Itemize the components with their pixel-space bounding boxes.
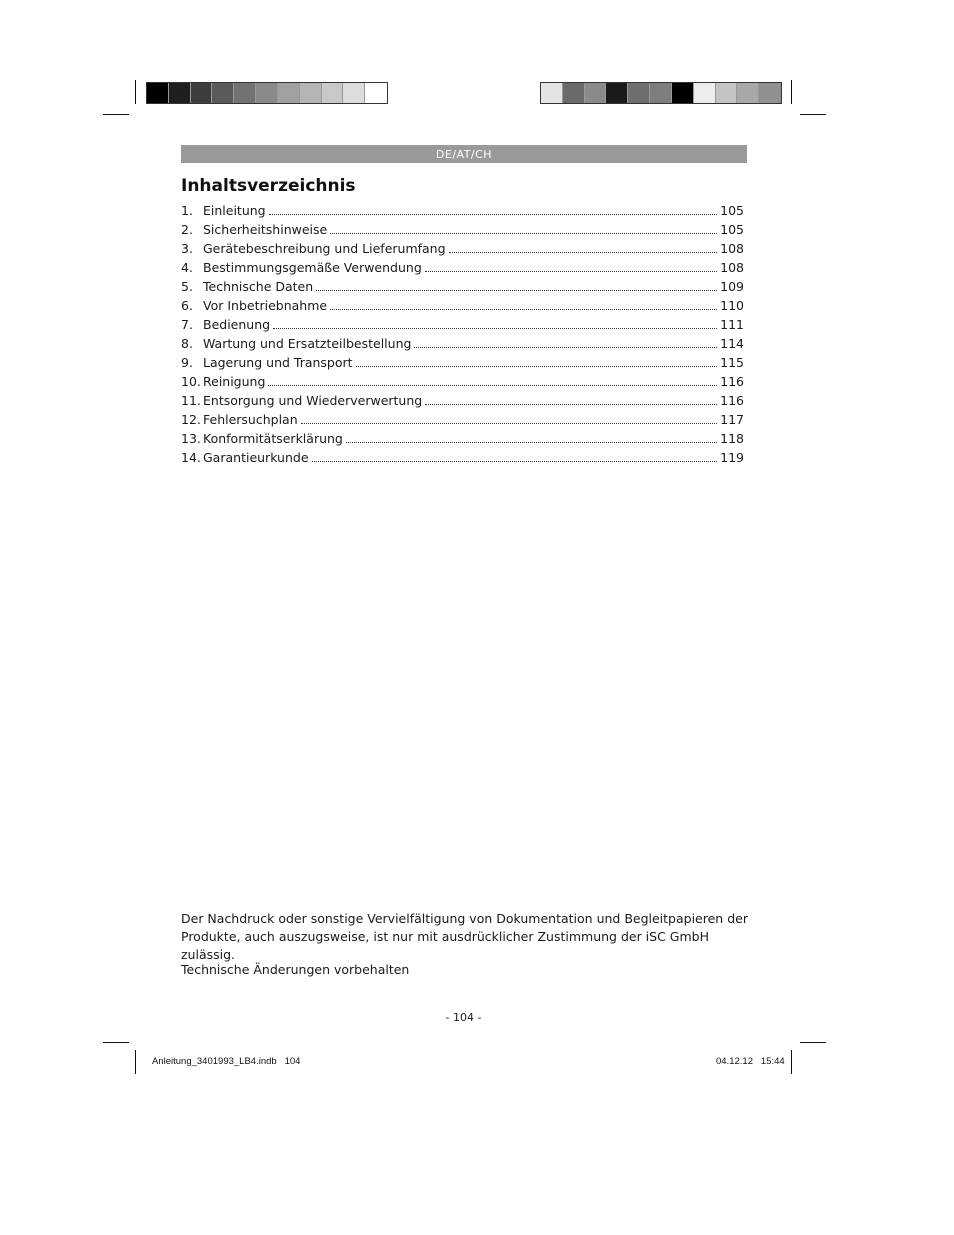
toc-entry-label: Reinigung [203,374,266,389]
toc-entry-number: 13. [181,431,201,446]
toc-entry-page: 111 [720,317,744,332]
toc-leader-dots [346,441,717,443]
toc-entry [181,241,744,260]
toc-leader-dots [449,251,718,253]
toc-entry-label: Lagerung und Transport [203,355,353,370]
toc-leader-dots [330,232,717,234]
color-calibration-bar-right [540,82,782,104]
toc-leader-dots [356,365,718,367]
toc-entry-page: 108 [720,260,744,275]
toc-entry-number: 4. [181,260,193,275]
toc-entry [181,222,744,241]
crop-mark [791,1050,792,1074]
toc-entry-number: 9. [181,355,193,370]
toc-entry-page: 118 [720,431,744,446]
toc-entry-page: 114 [720,336,744,351]
toc-entry-number: 14. [181,450,201,465]
toc-entry-label: Wartung und Ersatzteilbestellung [203,336,412,351]
toc-entry [181,355,744,374]
toc-leader-dots [273,327,717,329]
toc-entry-label: Garantieurkunde [203,450,309,465]
color-swatch [147,83,169,103]
color-swatch [737,83,759,103]
color-swatch [322,83,344,103]
color-swatch [628,83,650,103]
toc-entry-label: Einleitung [203,203,266,218]
toc-entry-label: Bedienung [203,317,271,332]
crop-mark [103,114,129,115]
color-swatch [343,83,365,103]
color-swatch [278,83,300,103]
technical-changes-notice: Technische Änderungen vorbehalten [181,962,410,977]
toc-leader-dots [316,289,717,291]
color-swatch [234,83,256,103]
toc-entry-page: 116 [720,374,744,389]
toc-entry-label: Bestimmungsgemäße Verwendung [203,260,422,275]
toc-entry-label: Gerätebeschreibung und Lieferumfang [203,241,446,256]
crop-mark [800,114,826,115]
color-swatch [759,83,781,103]
toc-leader-dots [269,213,718,215]
toc-entry-number: 3. [181,241,193,256]
toc-entry-page: 109 [720,279,744,294]
color-swatch [716,83,738,103]
toc-leader-dots [312,460,718,462]
toc-entry [181,279,744,298]
toc-entry-number: 2. [181,222,193,237]
toc-entry-page: 105 [720,203,744,218]
color-swatch [585,83,607,103]
toc-entry [181,450,744,469]
color-swatch [606,83,628,103]
color-swatch [256,83,278,103]
toc-entry-page: 116 [720,393,744,408]
toc-entry [181,374,744,393]
toc-entry-number: 10. [181,374,201,389]
slug-file-info: Anleitung_3401993_LB4.indb 104 [152,1056,301,1067]
toc-entry-page: 108 [720,241,744,256]
toc-entry [181,260,744,279]
toc-entry-number: 8. [181,336,193,351]
color-swatch [169,83,191,103]
reprint-notice: Der Nachdruck oder sonstige Vervielfältigung von Dokumentation und Begleitpapieren der Produkte, auch auszugsweise, ist nur mit ausdrücklicher Zustimmung der iSC GmbH zulässig. [181,911,748,962]
toc-entry-number: 6. [181,298,193,313]
slug-date-info: 04.12.12 15:44 [716,1056,785,1067]
color-swatch [694,83,716,103]
page-title: Inhaltsverzeichnis [181,176,356,196]
toc-entry-number: 7. [181,317,193,332]
toc-entry-number: 11. [181,393,201,408]
toc-entry-page: 117 [720,412,744,427]
color-swatch [191,83,213,103]
toc-entry-page: 115 [720,355,744,370]
color-swatch [300,83,322,103]
toc-entry-number: 5. [181,279,193,294]
toc-entry-label: Technische Daten [203,279,314,294]
toc-leader-dots [330,308,717,310]
color-swatch [365,83,387,103]
color-calibration-bar-left [146,82,388,104]
color-swatch [650,83,672,103]
color-swatch [672,83,694,103]
toc-leader-dots [425,403,717,405]
toc-entry [181,393,744,412]
toc-entry [181,412,744,431]
toc-entry [181,317,744,336]
toc-entry-number: 1. [181,203,193,218]
toc-entry-label: Fehlersuchplan [203,412,298,427]
toc-entry-label: Vor Inbetriebnahme [203,298,328,313]
toc-entry [181,336,744,355]
toc-leader-dots [425,270,717,272]
toc-entry-page: 119 [720,450,744,465]
toc-leader-dots [268,384,717,386]
toc-entry-label: Entsorgung und Wiederverwertung [203,393,423,408]
toc-entry-label: Sicherheitshinweise [203,222,328,237]
color-swatch [212,83,234,103]
page-number: - 104 - [445,1011,482,1024]
toc-leader-dots [414,346,717,348]
toc-entry-label: Konformitätserklärung [203,431,343,446]
crop-mark [135,1050,136,1074]
color-swatch [563,83,585,103]
language-bar: DE/AT/CH [181,145,747,163]
toc-entry-page: 110 [720,298,744,313]
crop-mark [800,1042,826,1043]
toc-leader-dots [301,422,717,424]
toc-entry-number: 12. [181,412,201,427]
toc-entry [181,203,744,222]
toc-entry-page: 105 [720,222,744,237]
crop-mark [135,80,136,104]
toc-entry [181,298,744,317]
color-swatch [541,83,563,103]
crop-mark [103,1042,129,1043]
toc-entry [181,431,744,450]
table-of-contents [181,203,744,469]
crop-mark [791,80,792,104]
